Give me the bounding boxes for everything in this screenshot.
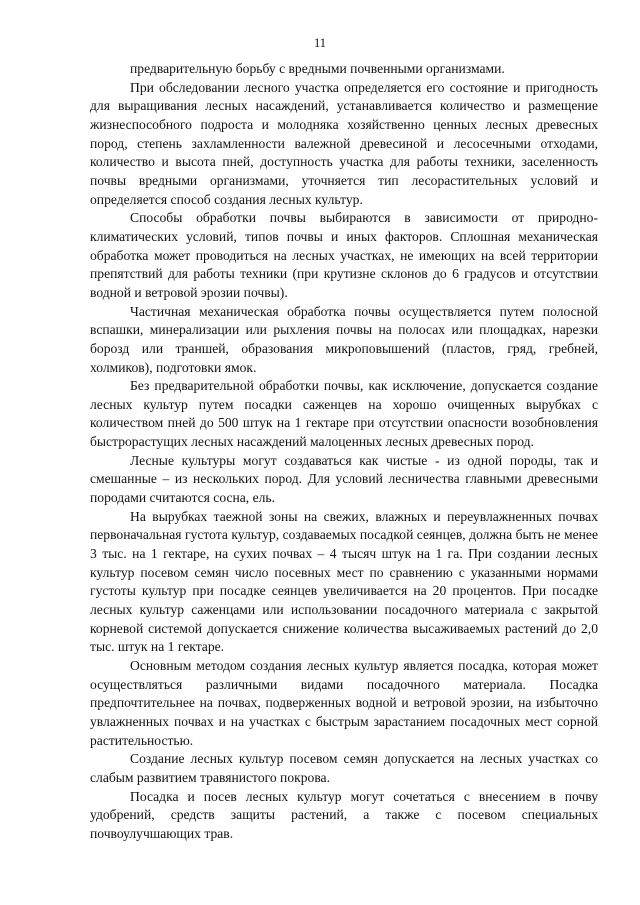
paragraph-main-method: Основным методом создания лесных культур является посадка, которая может осуществляться различными видами посадочного материала. Посадка предпочтительнее на почвах, подверженных водной и ветровой эрозии, на избыточно увлажненных почвах и на участках с быстрым зарастанием посадочных мест сорной растительностью. <box>90 658 598 748</box>
paragraph-pure-mixed-cultures: Лесные культуры могут создаваться как чистые - из одной породы, так и смешанные – из нескольких пород. Для условий лесничества главными древесными породами считаются сосна, ель. <box>90 452 598 506</box>
page-number: 11 <box>313 36 327 50</box>
paragraph-soil-treatment-methods: Способы обработки почвы выбираются в зависимости от природно-климатических условий, типов почвы и иных факторов. Сплошная механическая обработка может проводиться на лесных участках, не имеющих на всей территории препятствий для работы техники (при крутизне склонов до 6 градусов и отсутствии водной и ветровой эрозии почвы). <box>90 210 598 300</box>
page-body-text <box>90 60 598 844</box>
paragraph-no-pretreatment: Без предварительной обработки почвы, как исключение, допускается создание лесных культур путем посадки саженцев на хорошо очищенных вырубках с количеством пней до 500 штук на 1 гектаре при отсутствии опасности возобновления быстрорастущих лесных насаждений малоценных лесных древесных пород. <box>90 378 598 450</box>
paragraph-partial-treatment: Частичная механическая обработка почвы осуществляется путем полосной вспашки, минерализации или рыхления почвы на полосах или площадках, нарезки борозд или траншей, образования микроповышений (пластов, гряд, гребней, холмиков), подготовки ямок. <box>90 303 598 375</box>
paragraph-seeding: Создание лесных культур посевом семян допускается на лесных участках со слабым развитием травянистого покрова. <box>90 751 598 785</box>
paragraph-planting-density: На вырубках таежной зоны на свежих, влажных и переувлажненных почвах первоначальная густота культур, создаваемых посадкой сеянцев, должна быть не менее 3 тыс. на 1 гектаре, на сухих почвах – 4 тысяч штук на 1 га. При создании лесных культур посевом семян число посевных мест по сравнению с указанными нормами густоты культур при посадке сеянцев увеличивается на 20 процентов. При посадке лесных культур саженцами или использовании посадочного материала с закрытой корневой системой допускается снижение количества высаживаемых растений до 2,0 тыс. штук на 1 гектаре. <box>90 508 598 655</box>
paragraph-continuation: предварительную борьбу с вредными почвенными организмами. <box>130 61 505 76</box>
paragraph-site-survey: При обследовании лесного участка определяется его состояние и пригодность для выращивания лесных насаждений, устанавливается количество и размещение жизнеспособного подроста и молодняка хозяйственно ценных лесных древесных пород, степень захламленности валежной древесиной и лесосечными отходами, количество и высота пней, доступность участка для работы техники, заселенность почвы вредными организмами, уточняется тип лесорастительных условий и определяется способ создания лесных культур. <box>90 79 598 207</box>
paragraph-fertilizers: Посадка и посев лесных культур могут сочетаться с внесением в почву удобрений, средств защиты растений, а также с посевом специальных почвоулучшающих трав. <box>90 788 598 841</box>
